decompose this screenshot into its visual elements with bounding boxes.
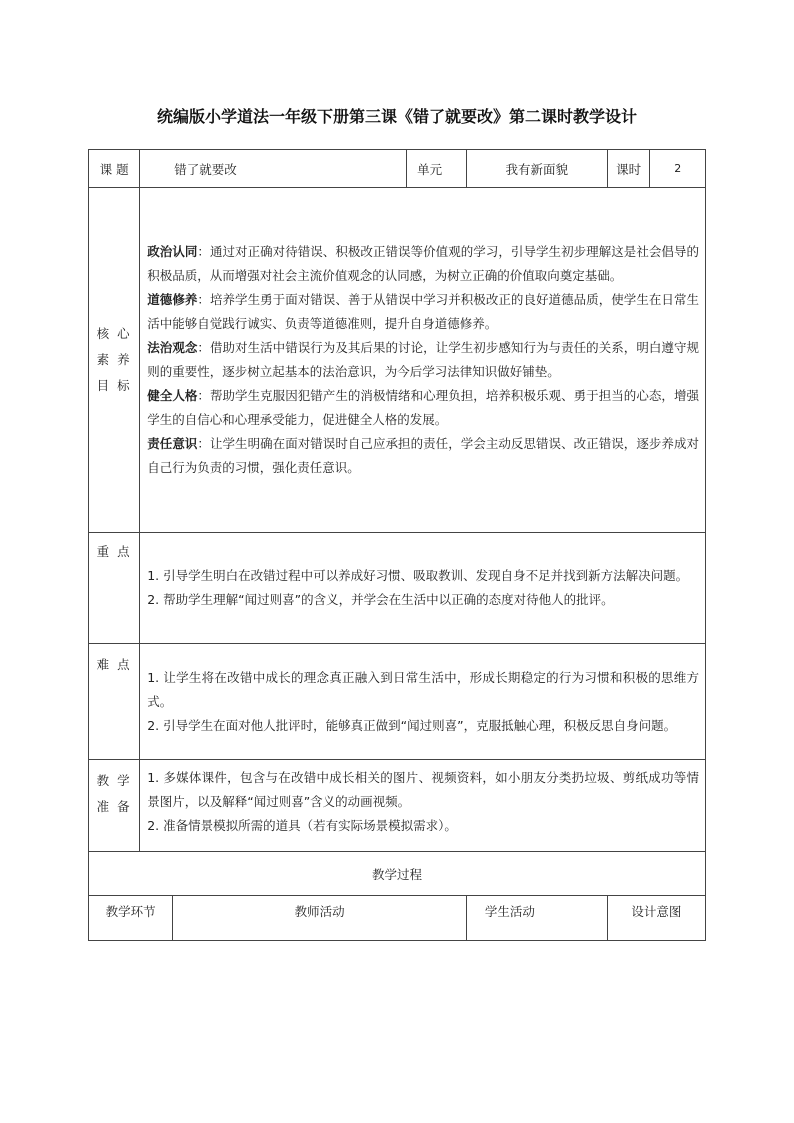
literacy-item (147, 240, 699, 288)
literacy-term: 健全人格 (147, 388, 198, 403)
core-literacy-content (140, 188, 706, 533)
label-line: 教 学 (96, 773, 132, 788)
literacy-term: 责任意识 (147, 436, 198, 451)
literacy-item (147, 432, 699, 480)
difficulty-item: 1. 让学生将在改错中成长的理念真正融入到日常生活中，形成长期稳定的行为习惯和积极的思维方式。 (147, 669, 699, 709)
difficulties-content (140, 644, 706, 760)
preparation-item: 2. 准备情景模拟所需的道具（若有实际场景模拟需求）。 (147, 818, 457, 833)
unit-value: 我有新面貌 (466, 150, 607, 188)
literacy-text: ：让学生明确在面对错误时自己应承担的责任，学会主动反思错误、改正错误，逐步养成对自己行为负责的习惯，强化责任意识。 (147, 436, 699, 475)
difficulties-label: 难 点 (89, 644, 140, 760)
literacy-text: ：通过对正确对待错误、积极改正错误等价值观的学习，引导学生初步理解这是社会倡导的积极品质，从而增强对社会主流价值观念的认同感，为树立正确的价值取向奠定基础。 (147, 244, 699, 283)
core-literacy-row (89, 188, 706, 533)
unit-label: 单元 (407, 150, 467, 188)
key-points-row (89, 533, 706, 644)
difficulty-item: 2. 引导学生在面对他人批评时，能够真正做到“闻过则喜”，克服抵触心理，积极反思自身问题。 (147, 717, 677, 733)
preparation-item: 1. 多媒体课件，包含与在改错中成长相关的图片、视频资料，如小朋友分类扔垃圾、剪纸成功等情景图片，以及解释“闻过则喜”含义的动画视频。 (147, 770, 699, 809)
header-row (89, 150, 706, 188)
lesson-plan-table (88, 149, 706, 941)
literacy-text: ：借助对生活中错误行为及其后果的讨论，让学生初步感知行为与责任的关系，明白遵守规则的重要性，逐步树立起基本的法治意识，为今后学习法律知识做好铺垫。 (147, 340, 699, 379)
literacy-item (147, 336, 699, 384)
literacy-term: 道德修养 (147, 292, 198, 307)
column-header: 学生活动 (466, 896, 607, 941)
column-header: 教学环节 (89, 896, 173, 941)
label-line: 素 养 (96, 352, 132, 367)
process-heading: 教学过程 (89, 852, 706, 896)
core-literacy-label (89, 188, 140, 533)
label-line: 核 心 (96, 326, 132, 341)
key-points-content (140, 533, 706, 644)
label-line: 准 备 (96, 799, 132, 814)
key-point-item: 1. 引导学生明白在改错过程中可以养成好习惯、吸取教训、发现自身不足并找到新方法解决问题。 (147, 568, 689, 583)
key-points-label: 重 点 (89, 533, 140, 644)
label-line: 目 标 (96, 378, 132, 393)
literacy-item (147, 384, 699, 432)
period-label: 课时 (607, 150, 650, 188)
preparation-row (89, 760, 706, 852)
process-columns-row (89, 896, 706, 941)
document-title: 统编版小学道法一年级下册第三课《错了就要改》第二课时教学设计 (156, 107, 637, 126)
lesson-label: 课 题 (89, 150, 140, 188)
lesson-value: 错了就要改 (140, 150, 407, 188)
literacy-text: ：帮助学生克服因犯错产生的消极情绪和心理负担，培养积极乐观、勇于担当的心态，增强学生的自信心和心理承受能力，促进健全人格的发展。 (147, 388, 699, 427)
process-heading-row (89, 852, 706, 896)
preparation-label (89, 760, 140, 852)
preparation-content (140, 760, 706, 852)
literacy-text: ：培养学生勇于面对错误、善于从错误中学习并积极改正的良好道德品质，使学生在日常生活中能够自觉践行诚实、负责等道德准则，提升自身道德修养。 (147, 292, 699, 331)
literacy-term: 法治观念 (147, 340, 198, 355)
literacy-term: 政治认同 (147, 244, 198, 259)
key-point-item: 2. 帮助学生理解“闻过则喜”的含义，并学会在生活中以正确的态度对待他人的批评。 (147, 592, 614, 607)
period-value: 2 (650, 150, 706, 188)
column-header: 设计意图 (607, 896, 705, 941)
literacy-item (147, 288, 699, 336)
difficulties-row (89, 644, 706, 760)
column-header: 教师活动 (173, 896, 467, 941)
